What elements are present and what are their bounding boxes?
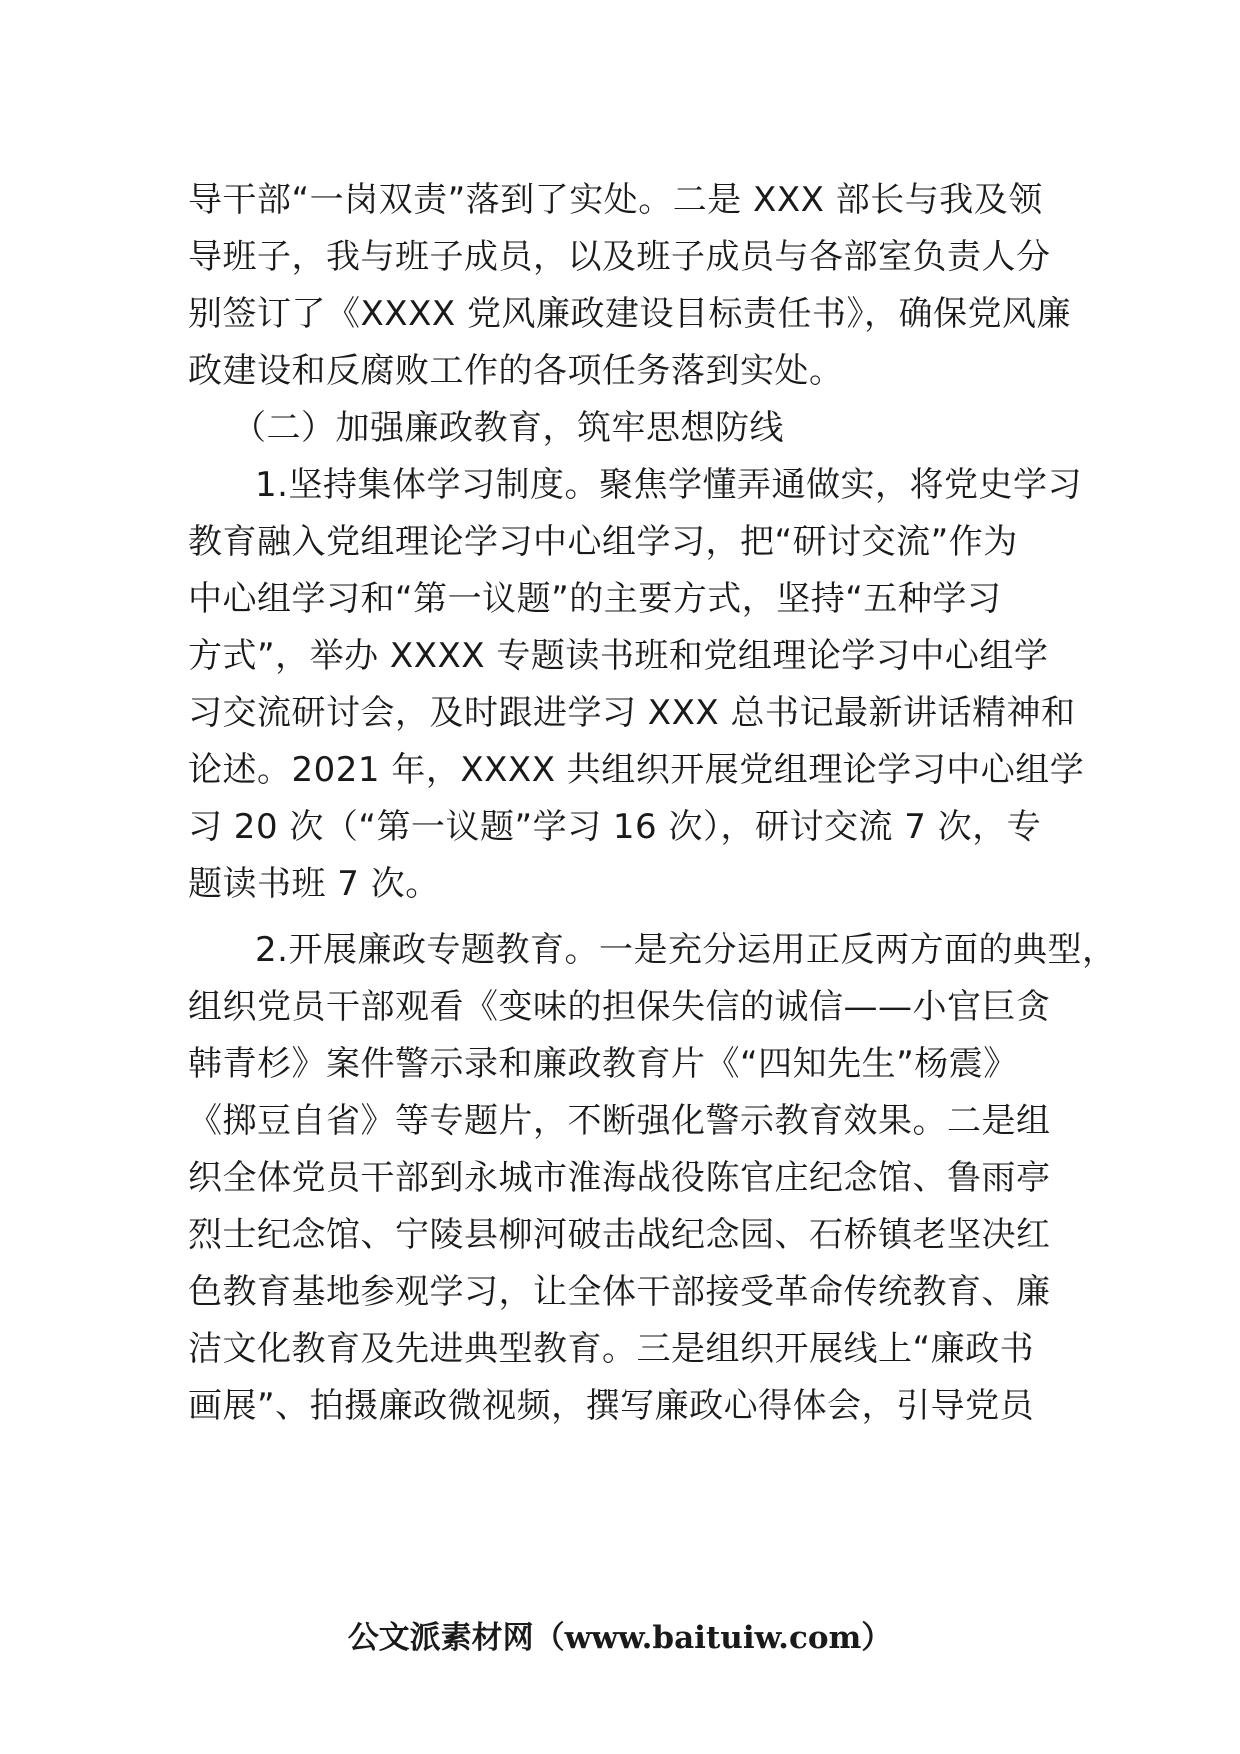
text-line: 教育融入党组理论学习中心组学习，把“研讨交流”作为 [188, 522, 1018, 562]
text-line: 洁文化教育及先进典型教育。三是组织开展线上“廉政书 [188, 1329, 1035, 1369]
text-line: 政建设和反腐败工作的各项任务落到实处。 [188, 351, 844, 391]
text-line: 烈士纪念馆、宁陵县柳河破击战纪念园、石桥镇老坚决红 [188, 1215, 1051, 1255]
text-line: 别签订了《XXXX 党风廉政建设目标责任书》，确保党风廉 [188, 294, 1071, 334]
text-line: 题读书班 7 次。 [188, 864, 440, 904]
text-line: 导班子，我与班子成员，以及班子成员与各部室负责人分 [188, 237, 1051, 277]
text-line: 组织党员干部观看《变味的担保失信的诚信——小官巨贪 [188, 987, 1051, 1027]
text-line: 色教育基地参观学习，让全体干部接受革命传统教育、廉 [188, 1272, 1051, 1312]
text-line: 织全体党员干部到永城市淮海战役陈官庄纪念馆、鲁雨亭 [188, 1158, 1051, 1198]
footer-watermark: 公文派素材网（www.baituiw.com） [347, 1620, 893, 1656]
text-line: 导干部“一岗双责”落到了实处。二是 XXX 部长与我及领 [188, 180, 1043, 220]
text-line: 《掷豆自省》等专题片，不断强化警示教育效果。二是组 [188, 1101, 1051, 1141]
text-line: 画展”、拍摄廉政微视频，撰写廉政心得体会，引导党员 [188, 1386, 1035, 1426]
paragraph-start: 2.开展廉政专题教育。一是充分运用正反两方面的典型， [255, 930, 1117, 970]
text-line: 论述。2021 年，XXXX 共组织开展党组理论学习中心组学 [188, 750, 1085, 790]
text-line: 方式”，举办 XXXX 专题读书班和党组理论学习中心组学 [188, 636, 1049, 676]
text-line: 韩青杉》案件警示录和廉政教育片《“四知先生”杨震》 [188, 1044, 1018, 1084]
text-line: 习 20 次（“第一议题”学习 16 次），研讨交流 7 次，专 [188, 807, 1042, 847]
paragraph-start: 1.坚持集体学习制度。聚焦学懂弄通做实，将党史学习 [255, 465, 1082, 505]
text-line: 习交流研讨会，及时跟进学习 XXX 总书记最新讲话精神和 [188, 693, 1076, 733]
text-line: 中心组学习和“第一议题”的主要方式，坚持“五种学习 [188, 579, 1002, 619]
section-heading: （二）加强廉政教育，筑牢思想防线 [232, 408, 784, 448]
